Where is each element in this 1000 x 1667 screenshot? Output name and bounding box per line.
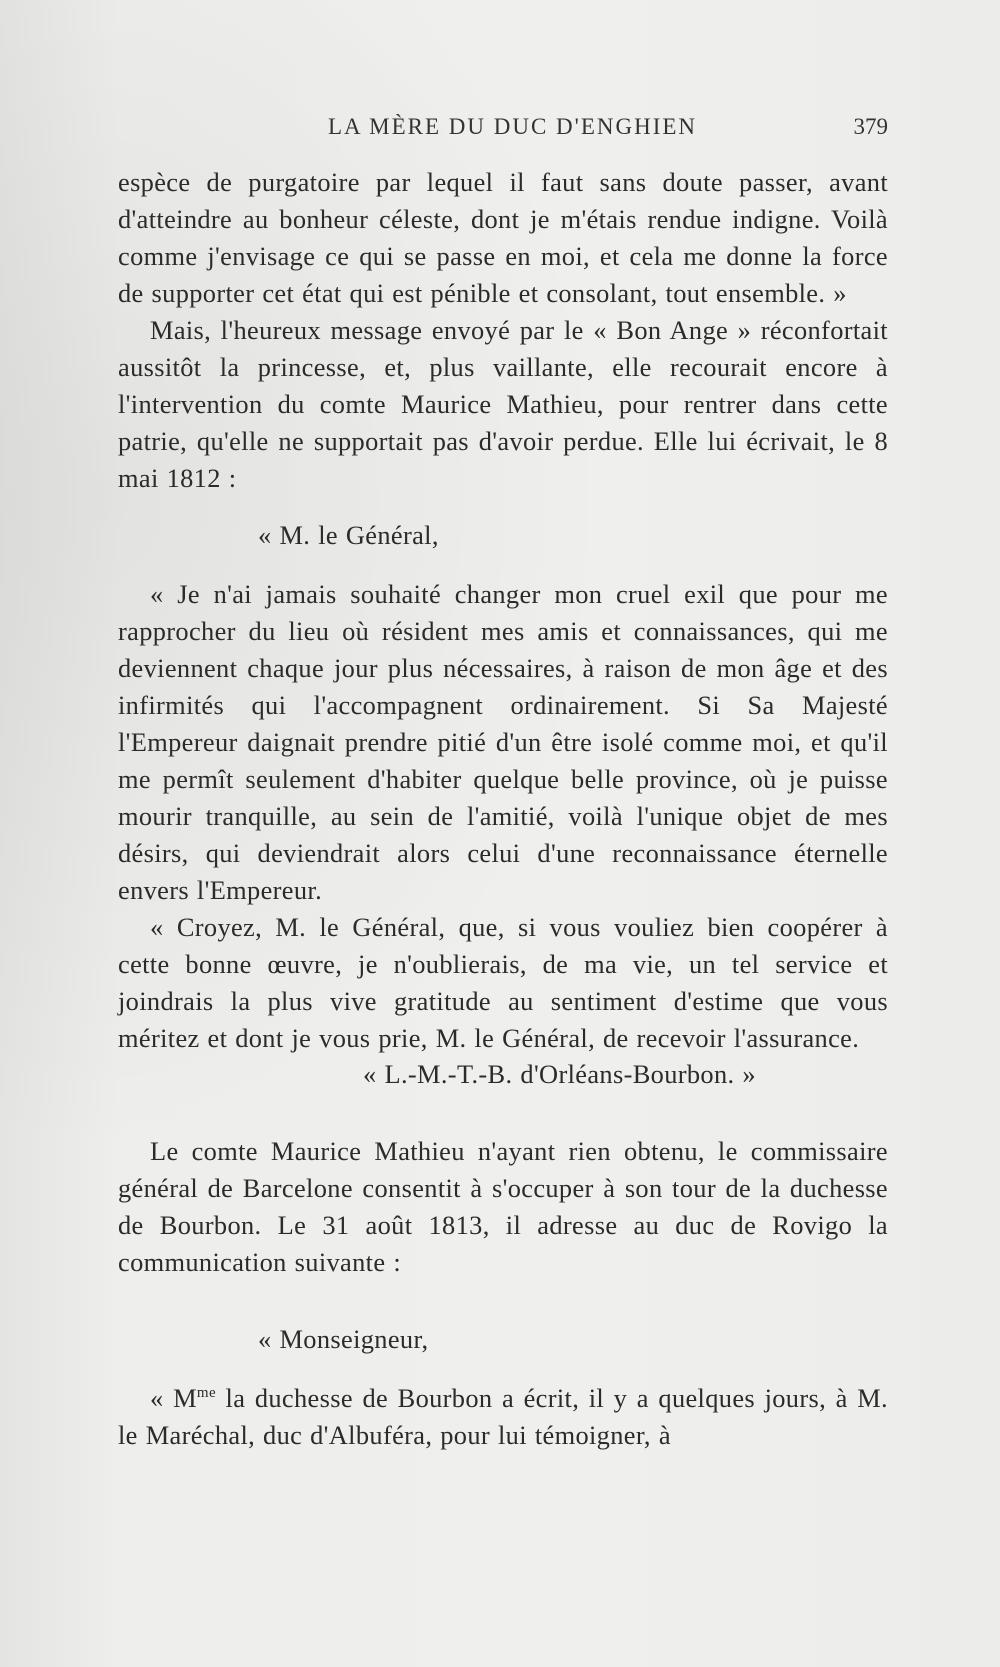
letter-paragraph-3-rest: la duchesse de Bourbon a écrit, il y a quelques jours, à M. le Maréchal, duc d'Albuféra, pour lui témoigner, à <box>118 1383 888 1450</box>
paragraph-1: espèce de purgatoire par lequel il faut sans doute passer, avant d'atteindre au bonheur céleste, dont je m'étais rendue indigne. Voilà comme j'envisage ce qui se passe en moi, et cela me donne la force de supporter cet état qui est pénible et consolant, tout ensemble. » <box>118 167 888 308</box>
letter-paragraph-1: « Je n'ai jamais souhaité changer mon cruel exil que pour me rapprocher du lieu où résident mes amis et connaissances, qui me deviennent chaque jour plus nécessaires, à raison de mon âge et des infirmités qui l'accompagnent ordinairement. Si Sa Majesté l'Empereur daignait prendre pitié d'un être isolé comme moi, et qu'il me permît seulement d'habiter quelque belle province, où je puisse mourir tranquille, au sein de l'amitié, voilà l'unique objet de mes désirs, qui deviendrait alors celui d'une reconnaissance éternelle envers l'Empereur. <box>118 579 888 905</box>
running-title: LA MÈRE DU DUC D'ENGHIEN <box>328 114 698 139</box>
letter-paragraph-2: « Croyez, M. le Général, que, si vous vouliez bien coopérer à cette bonne œuvre, je n'oublierais, de ma vie, un tel service et joindrais la plus vive gratitude au sentiment d'estime que vous méritez et dont je vous prie, M. le Général, de recevoir l'assurance. <box>118 912 888 1053</box>
letter-salutation-general: « M. le Général, <box>258 520 439 550</box>
paragraph-3: Le comte Maurice Mathieu n'ayant rien obtenu, le commissaire général de Barcelone consentit à s'occuper à son tour de la duchesse de Bourbon. Le 31 août 1813, il adresse au duc de Rovigo la communication suivante : <box>118 1136 888 1277</box>
body-text <box>118 164 888 1454</box>
superscript-me: me <box>196 1385 216 1402</box>
paragraph-2: Mais, l'heureux message envoyé par le « Bon Ange » réconfortait aussitôt la princesse, et, plus vaillante, elle recourait encore à l'intervention du comte Maurice Mathieu, pour rentrer dans cette patrie, qu'elle ne supportait pas d'avoir perdue. Elle lui écrivait, le 8 mai 1812 : <box>118 315 888 493</box>
page-number: 379 <box>853 114 888 139</box>
running-head <box>118 114 888 144</box>
letter-paragraph-3-start: « M <box>150 1383 197 1413</box>
letter-signature: « L.-M.-T.-B. d'Orléans-Bourbon. » <box>363 1059 756 1089</box>
letter-paragraph-3 <box>118 1380 888 1454</box>
letter-salutation-monseigneur: « Monseigneur, <box>258 1324 429 1354</box>
